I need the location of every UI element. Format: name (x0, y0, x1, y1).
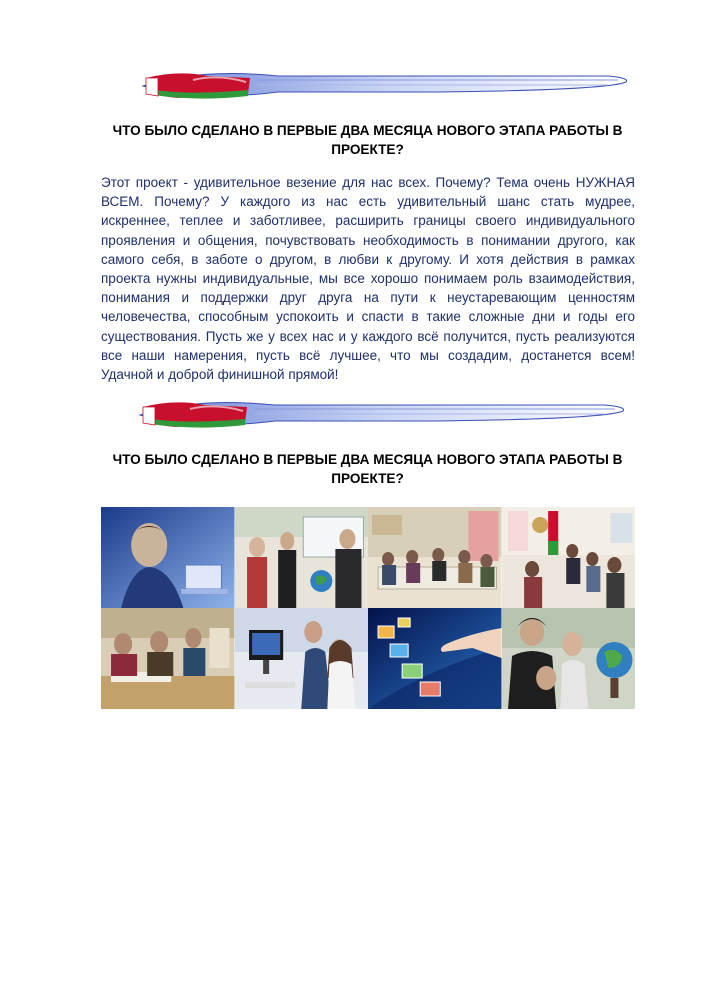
section-title-1: ЧТО БЫЛО СДЕЛАНО В ПЕРВЫЕ ДВА МЕСЯЦА НОВОГО ЭТАПА РАБОТЫ В ПРОЕКТЕ? (112, 123, 623, 157)
photo-classroom-globe (235, 507, 369, 608)
flag-divider-middle (135, 397, 630, 433)
photo-digital-hand (368, 608, 502, 709)
body-paragraph: Этот проект - удивительное везение для нас всех. Почему? Тема очень НУЖНАЯ ВСЕМ. Почему? У каждого из нас есть удивительный шанс стать мудрее, искреннее, теплее и заботливее, расширить границы своего индивидуального проявления и общения, почувствовать необходимость в понимании другого, как самого себя, в заботе о другом, в любви к другому. И хотя действия в рамках проекта нужны индивидуальные, мы все хорошо понимаем роль взаимодействия, понимания и поддержки друг друга на пути к неустаревающим ценностям человечества, способным успокоить и спасти в такие сложные дни и годы его существования. Пусть же у всех нас и у каждого всё получится, пусть реализуются все наши намерения, пусть всё лучшее, что мы создадим, достанется всем! Удачной и доброй финишной прямой! (101, 175, 635, 383)
section-title-2: ЧТО БЫЛО СДЕЛАНО В ПЕРВЫЕ ДВА МЕСЯЦА НОВОГО ЭТАПА РАБОТЫ В ПРОЕКТЕ? (112, 452, 623, 486)
photo-teachers-desk (101, 608, 235, 709)
photo-seminar-flags (502, 507, 636, 608)
photo-students-globe (502, 608, 636, 709)
photo-student-computer (101, 507, 235, 608)
photo-collage (101, 507, 635, 709)
photo-students-computers (235, 608, 369, 709)
flag-divider-top (138, 68, 633, 104)
photo-meeting-room (368, 507, 502, 608)
